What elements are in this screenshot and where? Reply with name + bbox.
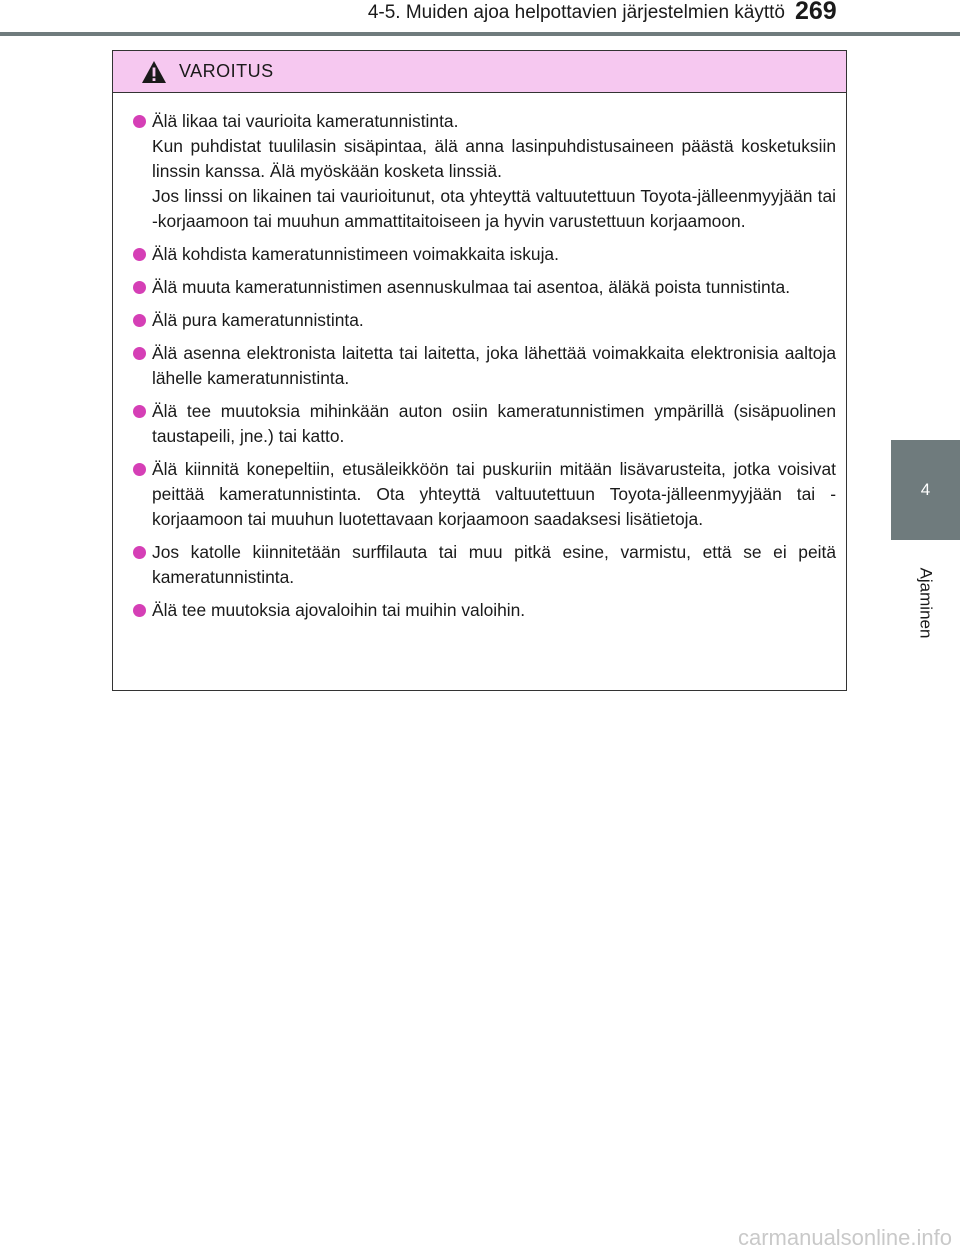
warning-item-text [152,242,836,267]
warning-triangle-icon [141,60,167,84]
warning-paragraph: Älä pura kameratunnistinta. [152,310,364,330]
warning-list [113,93,846,623]
bullet-icon [133,604,146,617]
warning-paragraph: Jos linssi on likainen tai vaurioitunut, ota yhteyttä valtuutettuun Toyota-jälleenmyyjään tai -korjaamoon tai muuhun ammattitaitoiseen ja hyvin varustettuun korjaamoon. [152,186,836,231]
warning-item [133,242,836,267]
bullet-icon [133,463,146,476]
warning-item-text [152,598,836,623]
watermark: carmanualsonline.info [737,1225,952,1250]
warning-paragraph: Älä likaa tai vaurioita kameratunnistinta. [152,111,459,131]
warning-item-text [152,540,836,590]
warning-item [133,399,836,449]
header-rule [0,32,960,36]
warning-item-text [152,341,836,391]
warning-title: VAROITUS [179,61,274,81]
bullet-icon [133,347,146,360]
warning-paragraph: Älä tee muutoksia mihinkään auton osiin kameratunnistimen ympärillä (sisäpuolinen taustapeili, jne.) tai katto. [152,401,836,446]
bullet-icon [133,546,146,559]
bullet-icon [133,281,146,294]
warning-item [133,457,836,532]
warning-item-text [152,275,836,300]
warning-item-text [152,457,836,532]
warning-item-text [152,308,836,333]
chapter-label [891,548,960,658]
warning-item [133,308,836,333]
page-number: 269 [795,0,837,25]
warning-paragraph: Jos katolle kiinnitetään surffilauta tai muu pitkä esine, varmistu, että se ei peitä kameratunnistinta. [152,542,836,587]
warning-item-text [152,399,836,449]
warning-paragraph: Älä muuta kameratunnistimen asennuskulmaa tai asentoa, äläkä poista tunnistinta. [152,277,791,297]
warning-item [133,275,836,300]
chapter-number: 4 [920,480,931,499]
warning-header [113,51,846,93]
warning-item-text [152,109,836,234]
warning-item [133,540,836,590]
bullet-icon [133,248,146,261]
section-title: 4-5. Muiden ajoa helpottavien järjestelmien käyttö [367,2,785,23]
chapter-tab [891,440,960,540]
bullet-icon [133,115,146,128]
warning-paragraph: Kun puhdistat tuulilasin sisäpintaa, älä anna lasinpuhdistusaineen päästä kosketuksiin linssin kanssa. Älä myöskään kosketa linssiä. [152,136,836,181]
warning-item [133,109,836,234]
bullet-icon [133,405,146,418]
bullet-icon [133,314,146,327]
warning-paragraph: Älä kiinnitä konepeltiin, etusäleikköön tai puskuriin mitään lisävarusteita, jotka voisivat peittää kameratunnistinta. Ota yhteyttä valtuutettuun Toyota-jälleenmyyjään tai -korjaamoon tai muuhun luotettavaan korjaamoon saadaksesi lisätietoja. [152,459,836,529]
chapter-label-text: Ajaminen [916,567,936,639]
warning-box [112,50,847,691]
warning-paragraph: Älä asenna elektronista laitetta tai laitetta, joka lähettää voimakkaita elektronisia aaltoja lähelle kameratunnistinta. [152,343,836,388]
warning-paragraph: Älä kohdista kameratunnistimeen voimakkaita iskuja. [152,244,559,264]
warning-item [133,598,836,623]
warning-paragraph: Älä tee muutoksia ajovaloihin tai muihin valoihin. [152,600,526,620]
warning-item [133,341,836,391]
